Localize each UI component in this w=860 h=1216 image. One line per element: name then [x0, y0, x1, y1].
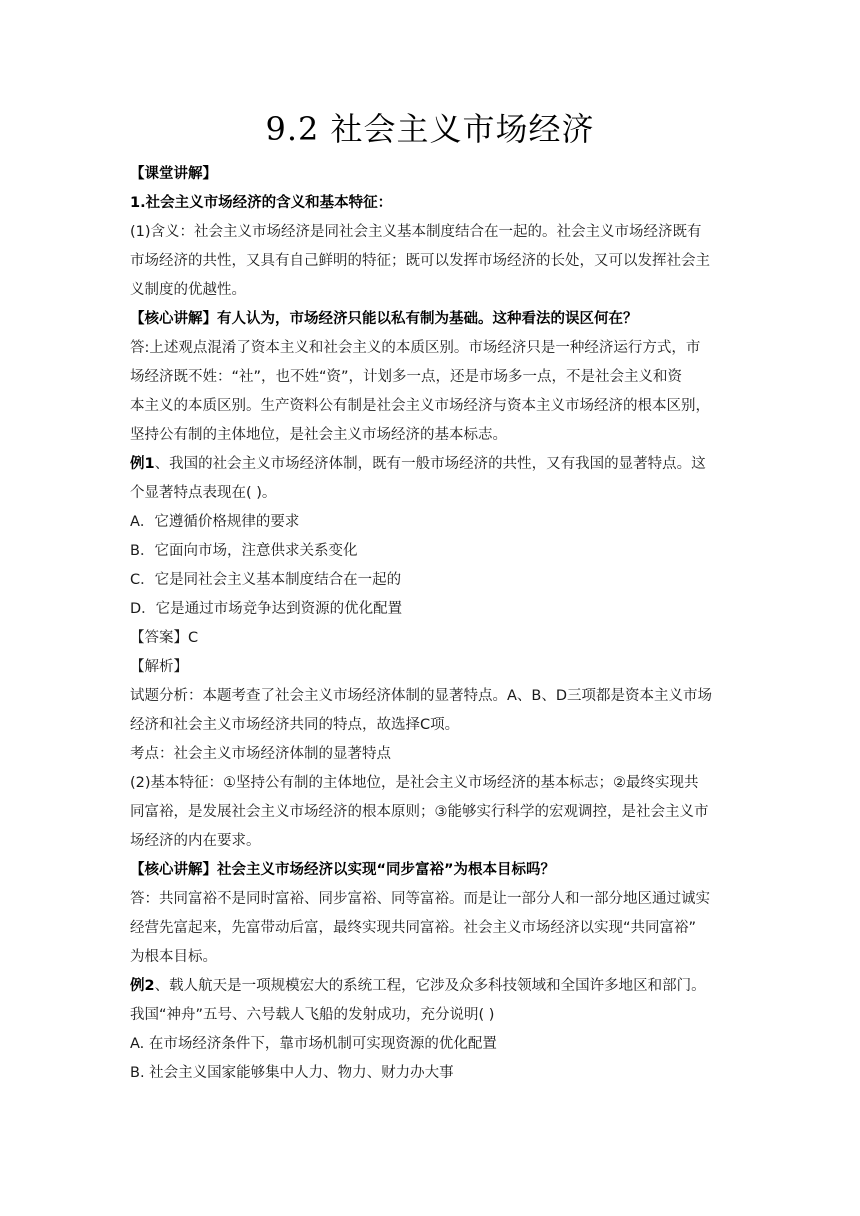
- answer-line: 经营先富起来，先富带动后富，最终实现共同富裕。社会主义市场经济以实现“共同富裕”: [130, 920, 697, 936]
- example-2-line: 例2、载人航天是一项规模宏大的系统工程，它涉及众多科技领域和全国许多地区和部门。: [130, 978, 706, 994]
- answer-line: 答：共同富裕不是同时富裕、同步富裕、同等富裕。而是让一部分人和一部分地区通过诚实: [130, 891, 710, 907]
- analysis-line: 经济和社会主义市场经济共同的特点，故选择C项。: [130, 717, 460, 733]
- analysis-line: 试题分析：本题考查了社会主义市场经济体制的显著特点。A、B、D三项都是资本主义市场: [130, 688, 713, 704]
- page-title: 9.2 社会主义市场经济: [265, 110, 595, 148]
- section-label: 【课堂讲解】: [130, 166, 217, 182]
- answer-line: 本主义的本质区别。生产资料公有制是社会主义市场经济与资本主义市场经济的根本区别，: [130, 398, 710, 414]
- document-body: [130, 160, 730, 1088]
- answer-row: [130, 624, 730, 653]
- heading-1: 1.社会主义市场经济的含义和基本特征：: [130, 195, 393, 211]
- core-question-1: 【核心讲解】有人认为，市场经济只能以私有制为基础。这种看法的误区何在？: [130, 311, 638, 327]
- paragraph-line: (1)含义：社会主义市场经济是同社会主义基本制度结合在一起的。社会主义市场经济既有: [130, 224, 702, 240]
- option: B．它面向市场，注意供求关系变化: [130, 543, 358, 559]
- example-1-line: 个显著特点表现在( )。: [130, 485, 277, 501]
- paragraph-line: 义制度的优越性。: [130, 282, 246, 298]
- paragraph-line: (2)基本特征：①坚持公有制的主体地位，是社会主义市场经济的基本标志；②最终实现共: [130, 775, 699, 791]
- answer-line: 场经济既不姓：“社”，也不姓“资”，计划多一点，还是市场多一点，不是社会主义和资: [130, 369, 683, 385]
- example-1-label: 例1: [130, 456, 155, 472]
- paragraph-line: 场经济的内在要求。: [130, 833, 261, 849]
- example-2-label: 例2: [130, 978, 155, 994]
- kaodian-line: 考点：社会主义市场经济体制的显著特点: [130, 746, 391, 762]
- option: D．它是通过市场竞争达到资源的优化配置: [130, 601, 403, 617]
- example-2-line: 我国“神舟”五号、六号载人飞船的发射成功，充分说明( ): [130, 1007, 495, 1023]
- answer-label: 【答案】: [130, 630, 188, 646]
- paragraph-line: 同富裕，是发展社会主义市场经济的根本原则；③能够实行科学的宏观调控，是社会主义市: [130, 804, 709, 820]
- answer-line: 答:上述观点混淆了资本主义和社会主义的本质区别。市场经济只是一种经济运行方式，市: [130, 340, 701, 356]
- answer-line: 为根本目标。: [130, 949, 217, 965]
- example-1-line: 例1、我国的社会主义市场经济体制，既有一般市场经济的共性，又有我国的显著特点。这: [130, 456, 706, 472]
- option: A. 在市场经济条件下，靠市场机制可实现资源的优化配置: [130, 1036, 497, 1052]
- answer-line: 坚持公有制的主体地位，是社会主义市场经济的基本标志。: [130, 427, 507, 443]
- option: B. 社会主义国家能够集中人力、物力、财力办大事: [130, 1065, 454, 1081]
- core-question-2: 【核心讲解】社会主义市场经济以实现“同步富裕”为根本目标吗？: [130, 862, 556, 878]
- option: A．它遵循价格规律的要求: [130, 514, 300, 530]
- answer-value: C: [188, 630, 199, 646]
- analysis-label: 【解析】: [130, 659, 188, 675]
- option: C．它是同社会主义基本制度结合在一起的: [130, 572, 402, 588]
- paragraph-line: 市场经济的共性，又具有自己鲜明的特征；既可以发挥市场经济的长处，又可以发挥社会主: [130, 253, 710, 269]
